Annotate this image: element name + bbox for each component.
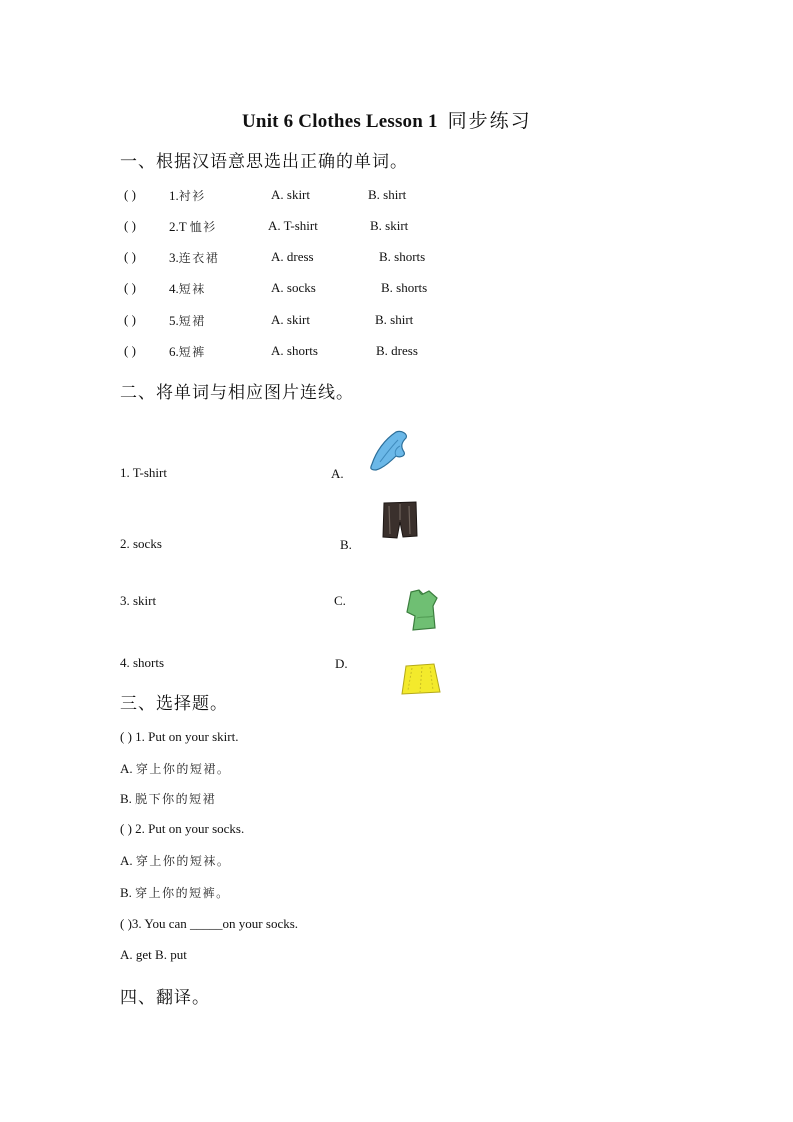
choice-q1-b-label: B. bbox=[120, 791, 136, 806]
title-chinese: 同步练习 bbox=[447, 111, 532, 132]
choice-q1-option-a[interactable] bbox=[120, 760, 230, 777]
match-letter-c[interactable]: C. bbox=[334, 593, 346, 608]
q1-num: 1. bbox=[169, 188, 179, 203]
choice-q1-stem[interactable]: ( ) 1. Put on your skirt. bbox=[120, 729, 239, 744]
q4-paren[interactable]: ( ) bbox=[124, 280, 136, 295]
match-word-4[interactable]: 4. shorts bbox=[120, 655, 165, 670]
page-title bbox=[242, 106, 532, 133]
choice-q2-a-label: A. bbox=[120, 853, 136, 868]
q1-prompt bbox=[169, 187, 206, 204]
section-1-heading: 一、根据汉语意思选出正确的单词。 bbox=[120, 152, 408, 172]
blue-garment-icon bbox=[366, 428, 414, 472]
q5-option-a: A. skirt bbox=[271, 312, 310, 327]
choice-q1-b-text: 脱下你的短裙 bbox=[135, 792, 217, 806]
section-2-heading: 二、将单词与相应图片连线。 bbox=[120, 383, 354, 403]
q1-option-a: A. skirt bbox=[271, 187, 310, 202]
choice-q2-option-a[interactable] bbox=[120, 852, 230, 869]
match-letter-d[interactable]: D. bbox=[335, 656, 348, 671]
choice-q2-b-label: B. bbox=[120, 885, 136, 900]
section-4-heading: 四、翻译。 bbox=[120, 988, 210, 1008]
q2-option-b: B. skirt bbox=[370, 218, 409, 233]
dark-shorts-icon bbox=[381, 500, 419, 540]
choice-q2-b-text: 穿上你的短裤。 bbox=[135, 886, 230, 900]
q5-option-b: B. shirt bbox=[375, 312, 414, 327]
q5-prompt bbox=[169, 312, 206, 329]
match-letter-b[interactable]: B. bbox=[340, 537, 352, 552]
title-english: Unit 6 Clothes Lesson 1 bbox=[242, 111, 438, 132]
match-word-1[interactable]: 1. T-shirt bbox=[120, 465, 167, 480]
q1-paren[interactable]: ( ) bbox=[124, 187, 136, 202]
q2-num: 2.T bbox=[169, 219, 190, 234]
section-3-heading: 三、选择题。 bbox=[120, 694, 228, 714]
q6-option-b: B. dress bbox=[376, 343, 418, 358]
q6-paren[interactable]: ( ) bbox=[124, 343, 136, 358]
choice-q3-stem[interactable]: ( )3. You can _____on your socks. bbox=[120, 916, 299, 931]
q3-cn: 连衣裙 bbox=[178, 251, 220, 265]
q6-prompt bbox=[169, 343, 206, 360]
choice-q1-option-b[interactable] bbox=[120, 790, 216, 807]
q3-option-b: B. shorts bbox=[379, 249, 426, 264]
choice-q2-a-text: 穿上你的短袜。 bbox=[135, 854, 231, 868]
q5-cn: 短裙 bbox=[178, 314, 206, 328]
q4-num: 4. bbox=[169, 281, 179, 296]
q5-paren[interactable]: ( ) bbox=[124, 312, 136, 327]
choice-q3-options[interactable]: A. get B. put bbox=[120, 947, 187, 962]
match-word-3[interactable]: 3. skirt bbox=[120, 593, 157, 608]
q4-prompt bbox=[169, 280, 206, 297]
q4-option-a: A. socks bbox=[271, 280, 316, 295]
q6-option-a: A. shorts bbox=[271, 343, 318, 358]
q2-prompt bbox=[169, 218, 217, 235]
q4-cn: 短袜 bbox=[178, 282, 206, 296]
choice-q1-a-text: 穿上你的短裙。 bbox=[135, 762, 231, 776]
q6-cn: 短裤 bbox=[178, 345, 206, 359]
q2-paren[interactable]: ( ) bbox=[124, 218, 136, 233]
q3-num: 3. bbox=[169, 250, 179, 265]
q2-option-a: A. T-shirt bbox=[268, 218, 318, 233]
q2-cn: 恤衫 bbox=[189, 220, 217, 234]
match-word-2[interactable]: 2. socks bbox=[120, 536, 162, 551]
q4-option-b: B. shorts bbox=[381, 280, 428, 295]
choice-q2-stem[interactable]: ( ) 2. Put on your socks. bbox=[120, 821, 245, 836]
match-letter-a[interactable]: A. bbox=[331, 466, 344, 481]
yellow-skirt-icon bbox=[400, 662, 442, 696]
q5-num: 5. bbox=[169, 313, 179, 328]
choice-q2-option-b[interactable] bbox=[120, 884, 230, 901]
green-tshirt-icon bbox=[403, 588, 441, 634]
choice-q1-a-label: A. bbox=[120, 761, 136, 776]
q1-cn: 衬衫 bbox=[178, 189, 206, 203]
q6-num: 6. bbox=[169, 344, 179, 359]
q1-option-b: B. shirt bbox=[368, 187, 407, 202]
q3-option-a: A. dress bbox=[271, 249, 314, 264]
q3-paren[interactable]: ( ) bbox=[124, 249, 136, 264]
q3-prompt bbox=[169, 249, 219, 266]
green-tshirt-shape bbox=[407, 590, 437, 630]
